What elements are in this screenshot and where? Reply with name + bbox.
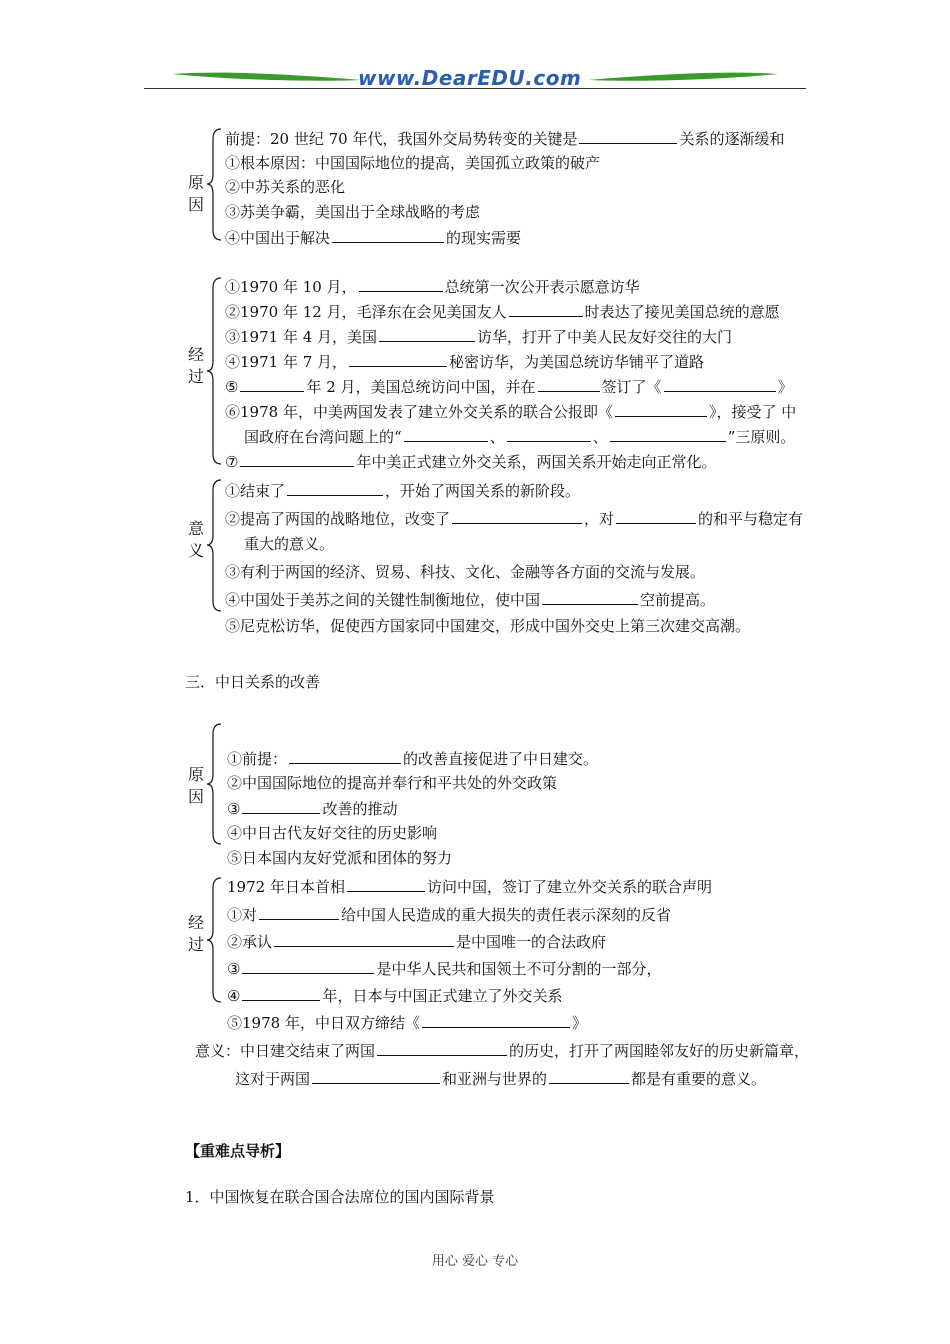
header-rule bbox=[144, 88, 806, 89]
jp-cause-4: ④中日古代友好交往的历史影响 bbox=[227, 824, 438, 842]
header-swoosh-left bbox=[172, 68, 362, 88]
us-meaning-brace bbox=[205, 478, 225, 613]
section-three-title: 三．中日关系的改善 bbox=[185, 673, 321, 691]
jp-process-label: 经过 bbox=[187, 913, 204, 954]
header-swoosh-right bbox=[588, 68, 778, 88]
jp-cause-3: ③ 改善的推动 bbox=[227, 800, 398, 818]
us-cause-brace bbox=[205, 127, 225, 242]
jp-process-5: ⑤1978 年，中日双方缔结《 》 bbox=[227, 1014, 587, 1032]
jp-cause-brace bbox=[205, 722, 225, 846]
jp-cause-5: ⑤日本国内友好党派和团体的努力 bbox=[227, 849, 453, 867]
jp-process-0: 1972 年日本首相 访问中国，签订了建立外交关系的联合声明 bbox=[227, 878, 712, 896]
us-process-4: ④1971 年 7 月， 秘密访华，为美国总统访华铺平了道路 bbox=[225, 353, 705, 371]
jp-process-3: ③ 是中华人民共和国领土不可分割的一部分， bbox=[227, 960, 662, 978]
us-meaning-label: 意义 bbox=[187, 519, 204, 560]
jp-process-1: ①对 给中国人民造成的重大损失的责任表示深刻的反省 bbox=[227, 906, 672, 924]
us-meaning-2-cont: 重大的意义。 bbox=[244, 535, 335, 553]
us-meaning-1: ①结束了 ，开始了两国关系的新阶段。 bbox=[225, 482, 581, 500]
us-meaning-3: ③有利于两国的经济、贸易、科技、文化、金融等各方面的交流与发展。 bbox=[225, 563, 706, 581]
jp-cause-label: 原因 bbox=[187, 765, 204, 806]
us-cause-2: ②中苏关系的恶化 bbox=[225, 178, 346, 196]
us-meaning-2: ②提高了两国的战略地位，改变了 ，对 的和平与稳定有 bbox=[225, 510, 804, 528]
jp-cause-2: ②中国国际地位的提高并奉行和平共处的外交政策 bbox=[227, 774, 558, 792]
jp-meaning-1: 意义：中日建交结束了两国 的历史，打开了两国睦邻友好的历史新篇章， bbox=[195, 1042, 810, 1060]
jp-process-2: ②承认 是中国唯一的合法政府 bbox=[227, 933, 607, 951]
key-points-item-1: 1．中国恢复在联合国合法席位的国内国际背景 bbox=[185, 1188, 495, 1206]
us-cause-3: ③苏美争霸，美国出于全球战略的考虑 bbox=[225, 203, 481, 221]
us-process-3: ③1971 年 4 月，美国 访华，打开了中美人民友好交往的大门 bbox=[225, 328, 733, 346]
jp-cause-1: ①前提： 的改善直接促进了中日建交。 bbox=[227, 750, 599, 768]
us-process-6: ⑥1978 年，中美两国发表了建立外交关系的联合公报即《 》，接受了 中 bbox=[225, 403, 797, 421]
jp-process-brace bbox=[205, 876, 225, 1004]
page-footer: 用心 爱心 专心 bbox=[431, 1254, 519, 1269]
site-logo-text: www.DearEDU.com bbox=[358, 66, 582, 90]
us-process-7: ⑦ 年中美正式建立外交关系，两国关系开始走向正常化。 bbox=[225, 453, 717, 471]
us-process-5: ⑤ 年 2 月，美国总统访问中国，并在 签订了《 》 bbox=[225, 378, 793, 396]
us-process-2: ②1970 年 12 月，毛泽东在会见美国友人 时表达了接见美国总统的意愿 bbox=[225, 303, 780, 321]
us-meaning-5: ⑤尼克松访华，促使西方国家同中国建交，形成中国外交史上第三次建交高潮。 bbox=[225, 617, 751, 635]
us-cause-4: ④中国出于解决 的现实需要 bbox=[225, 229, 522, 247]
key-points-title: 【重难点导析】 bbox=[185, 1142, 291, 1160]
us-meaning-4: ④中国处于美苏之间的关键性制衡地位，使中国 空前提高。 bbox=[225, 591, 716, 609]
jp-process-4: ④ 年，日本与中国正式建立了外交关系 bbox=[227, 987, 563, 1005]
us-process-1: ①1970 年 10 月， 总统第一次公开表示愿意访华 bbox=[225, 278, 640, 296]
us-cause-premise: 前提：20 世纪 70 年代，我国外交局势转变的关键是 关系的逐渐缓和 bbox=[225, 130, 785, 148]
us-cause-label: 原因 bbox=[187, 173, 204, 214]
us-process-6-cont: 国政府在台湾问题上的“ 、 、 ”三原则。 bbox=[244, 428, 796, 446]
jp-meaning-2: 这对于两国 和亚洲与世界的 都是有重要的意义。 bbox=[235, 1070, 767, 1088]
us-process-brace bbox=[205, 276, 225, 466]
us-process-label: 经过 bbox=[187, 345, 204, 386]
us-cause-1: ①根本原因：中国国际地位的提高，美国孤立政策的破产 bbox=[225, 154, 601, 172]
